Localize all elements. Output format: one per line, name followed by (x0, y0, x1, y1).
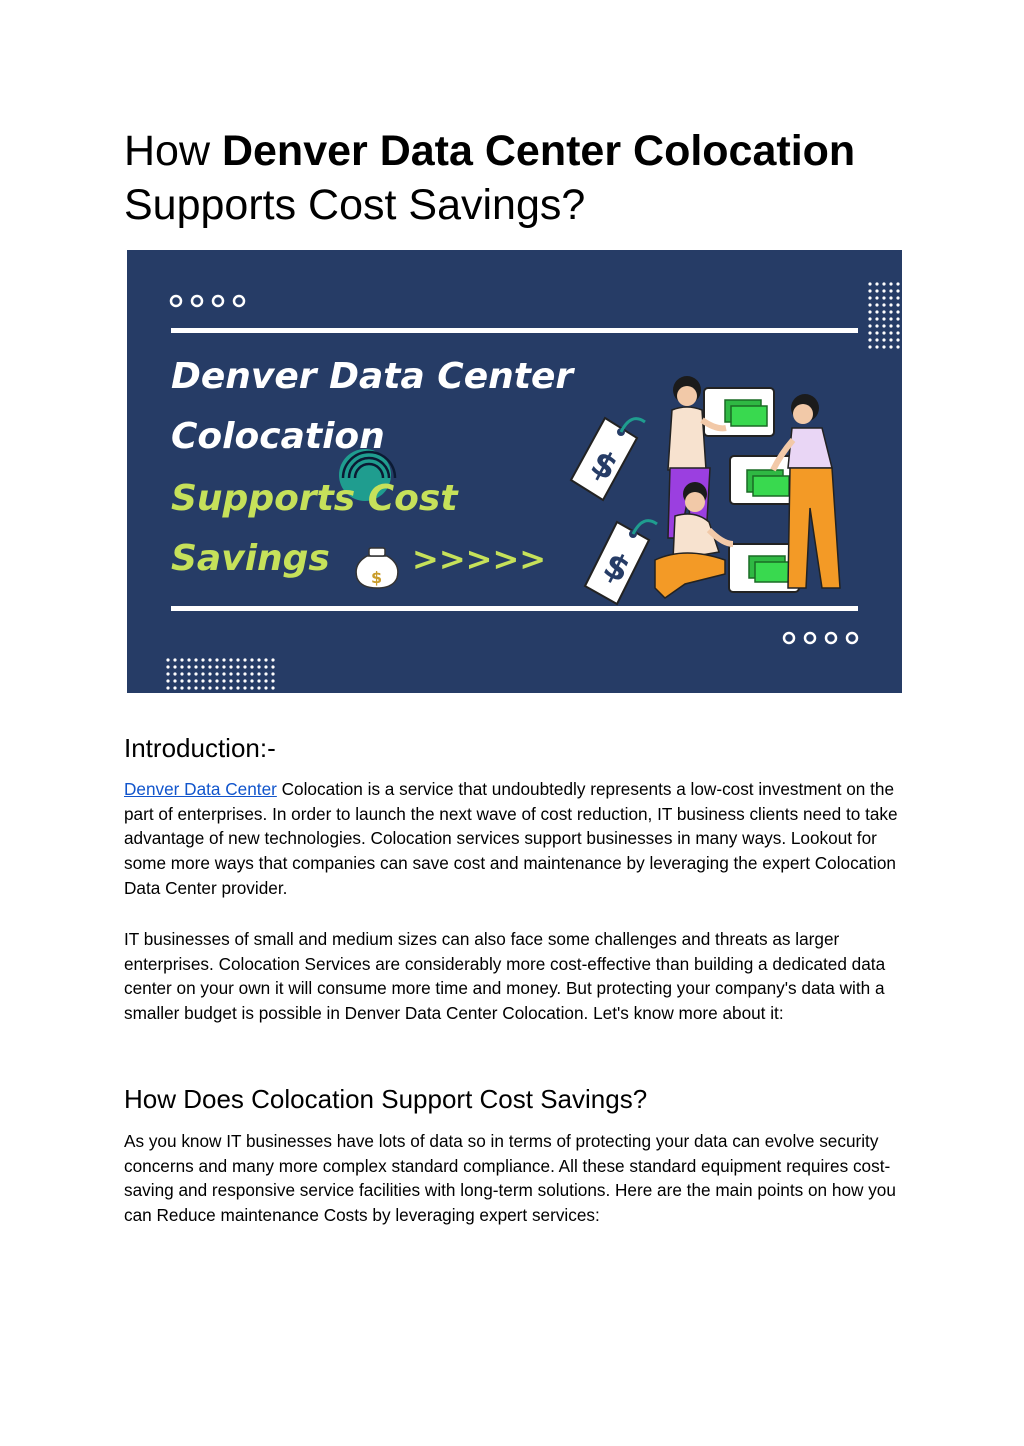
decorative-dot (271, 672, 274, 675)
decorative-dot (868, 282, 871, 285)
decorative-dot (257, 686, 260, 689)
decorative-dot (201, 679, 204, 682)
decorative-dot (187, 672, 190, 675)
decorative-dot (173, 672, 176, 675)
decorative-dot (896, 289, 899, 292)
decorative-dot (173, 665, 176, 668)
title-bold: Denver Data Center Colocation (221, 127, 856, 175)
decorative-dot (250, 672, 253, 675)
decorative-dot (896, 317, 899, 320)
banner-arrows: >>>>> (412, 540, 547, 578)
decorative-dot (889, 296, 892, 299)
decorative-dot (882, 303, 885, 306)
decorative-dot (875, 303, 878, 306)
banner-line-4: Savings (171, 538, 330, 579)
decorative-dot (868, 345, 871, 348)
title-suffix: Supports Cost Savings? (124, 181, 586, 229)
decorative-dot (166, 686, 169, 689)
banner-line-bottom (171, 606, 858, 611)
intro-paragraph-1 (124, 777, 914, 901)
decorative-dot (201, 665, 204, 668)
banner-line-3: Supports Cost (171, 478, 458, 519)
decorative-dot (271, 686, 274, 689)
decorative-dot (264, 665, 267, 668)
decorative-dot (180, 679, 183, 682)
decorative-dot (180, 665, 183, 668)
decorative-dot (208, 658, 211, 661)
decorative-dot (222, 658, 225, 661)
decorative-dot (889, 324, 892, 327)
decorative-dot (875, 331, 878, 334)
decorative-dot (882, 345, 885, 348)
decorative-dot (173, 679, 176, 682)
decorative-dot (868, 310, 871, 313)
decorative-dot (250, 679, 253, 682)
decorative-dot (875, 282, 878, 285)
decorative-dot (896, 296, 899, 299)
decorative-dot (264, 658, 267, 661)
cash-box-icon-2 (730, 456, 796, 504)
decorative-dot (264, 686, 267, 689)
decorative-dot (208, 665, 211, 668)
decorative-dot (264, 672, 267, 675)
decorative-dot (166, 665, 169, 668)
decorative-dot (222, 672, 225, 675)
decorative-dot (243, 672, 246, 675)
decorative-dot (208, 672, 211, 675)
decorative-dot (250, 658, 253, 661)
decorative-dot (208, 686, 211, 689)
decorative-dot (187, 686, 190, 689)
decorative-dot (222, 679, 225, 682)
decorative-dot (875, 317, 878, 320)
decorative-dot (882, 324, 885, 327)
decorative-dot (882, 331, 885, 334)
intro-heading: Introduction:- (124, 733, 276, 763)
decorative-dot (889, 303, 892, 306)
page-title (124, 124, 924, 232)
decorative-dot (194, 658, 197, 661)
decorative-dot (166, 679, 169, 682)
decorative-dot (201, 672, 204, 675)
decorative-dot (875, 324, 878, 327)
decorative-dot (868, 289, 871, 292)
decorative-dot (257, 672, 260, 675)
intro-paragraph-1-text: Colocation is a service that undoubtedly represents a low-cost investment on the part of enterprises. In order to launch the next wave of cost reduction, IT business clients need to take advantage of new technologies. Colocation services support businesses in many ways. Lookout for some more ways that companies can save cost and maintenance by leveraging the expert Colocation Data Center provider. (124, 779, 898, 898)
decorative-dot (173, 686, 176, 689)
decorative-dot (889, 310, 892, 313)
decorative-dot (229, 686, 232, 689)
decorative-dot (236, 672, 239, 675)
decorative-dot (896, 324, 899, 327)
decorative-dot (882, 310, 885, 313)
decorative-dot (208, 679, 211, 682)
hero-banner-image (127, 250, 902, 693)
section-heading-cost-savings: How Does Colocation Support Cost Savings? (124, 1084, 648, 1114)
decorative-dot (896, 282, 899, 285)
decorative-dot (229, 679, 232, 682)
decorative-dot (875, 338, 878, 341)
svg-text:$: $ (584, 442, 624, 489)
decorative-dot (868, 317, 871, 320)
decorative-dot (875, 289, 878, 292)
decorative-dot (271, 665, 274, 668)
decorative-dot (201, 658, 204, 661)
banner-line-1: Denver Data Center (171, 356, 574, 397)
decorative-dot (180, 672, 183, 675)
decorative-dot (889, 282, 892, 285)
decorative-dot (271, 679, 274, 682)
decorative-dot (194, 665, 197, 668)
title-prefix: How (124, 127, 222, 175)
decorative-dot (868, 331, 871, 334)
decorative-dot (187, 679, 190, 682)
decorative-dot (194, 686, 197, 689)
decorative-dot (868, 296, 871, 299)
decorative-dot (236, 665, 239, 668)
decorative-dot (882, 338, 885, 341)
decorative-dot (243, 686, 246, 689)
decorative-dot (882, 282, 885, 285)
decorative-dot (257, 665, 260, 668)
decorative-dot (180, 658, 183, 661)
decorative-dot (243, 679, 246, 682)
decorative-dot (222, 686, 225, 689)
decorative-dot (257, 658, 260, 661)
decorative-dot (215, 665, 218, 668)
decorative-dot (236, 679, 239, 682)
decorative-dot (236, 658, 239, 661)
decorative-dot (222, 665, 225, 668)
decorative-dot (889, 289, 892, 292)
decorative-dot (250, 665, 253, 668)
decorative-dot (194, 679, 197, 682)
decorative-dot (215, 686, 218, 689)
svg-text:$: $ (597, 544, 637, 592)
decorative-dot (875, 296, 878, 299)
decorative-dot (896, 310, 899, 313)
decorative-dot (243, 665, 246, 668)
decorative-dot (889, 317, 892, 320)
decorative-dot (264, 679, 267, 682)
decorative-dot (215, 672, 218, 675)
intro-paragraph-2: IT businesses of small and medium sizes can also face some challenges and threats as larger enterprises. Colocation Services are considerably more cost-effective than building a dedicated data center on your own it will consume more time and money. But protecting your company's data with a smaller budget is possible in Denver Data Center Colocation. Let's know more about it: (124, 929, 886, 1024)
decorative-dot (875, 310, 878, 313)
decorative-dot (271, 658, 274, 661)
decorative-dot (868, 324, 871, 327)
banner-line-2: Colocation (171, 416, 385, 457)
decorative-dot (229, 672, 232, 675)
decorative-dot (173, 658, 176, 661)
decorative-dot (201, 686, 204, 689)
decorative-dot (896, 338, 899, 341)
decorative-dot (882, 296, 885, 299)
decorative-dot (187, 658, 190, 661)
decorative-dot (243, 658, 246, 661)
decorative-dot (194, 672, 197, 675)
decorative-dot (889, 338, 892, 341)
decorative-dot (889, 331, 892, 334)
decorative-dot (250, 686, 253, 689)
decorative-dot (215, 679, 218, 682)
decorative-dot (187, 665, 190, 668)
decorative-dot (882, 317, 885, 320)
banner-line-top (171, 328, 858, 333)
decorative-dot (236, 686, 239, 689)
decorative-dot (889, 345, 892, 348)
decorative-dot (229, 665, 232, 668)
decorative-dot (180, 686, 183, 689)
decorative-dot (215, 658, 218, 661)
section-paragraph-1: As you know IT businesses have lots of data so in terms of protecting your data can evolve security concerns and many more complex standard compliance. All these standard equipment requires cost-saving and responsive service facilities with long-term solutions. Here are the main points on how you can Reduce maintenance Costs by leveraging expert services: (124, 1131, 896, 1226)
decorative-dot (257, 679, 260, 682)
denver-data-center-link[interactable]: Denver Data Center (124, 779, 277, 799)
decorative-dot (868, 338, 871, 341)
svg-text:$: $ (371, 568, 383, 587)
decorative-dot (896, 331, 899, 334)
decorative-dot (882, 289, 885, 292)
decorative-dot (868, 303, 871, 306)
decorative-dot (896, 345, 899, 348)
decorative-dot (875, 345, 878, 348)
decorative-dot (229, 658, 232, 661)
decorative-dot (166, 658, 169, 661)
decorative-dot (166, 672, 169, 675)
decorative-dot (896, 303, 899, 306)
